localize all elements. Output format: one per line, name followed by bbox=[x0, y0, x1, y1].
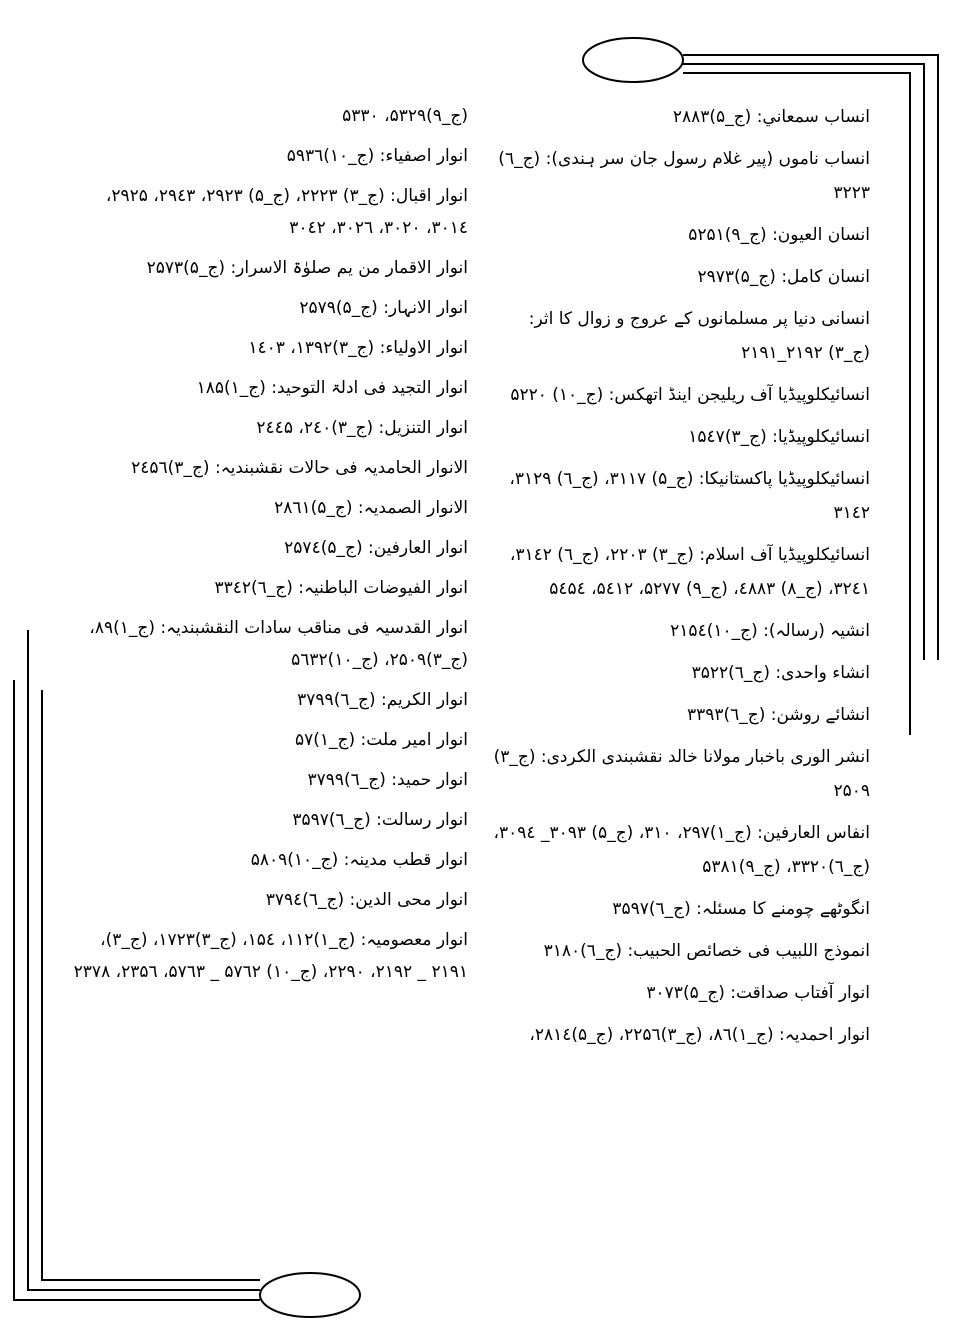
bottom-oval bbox=[260, 1273, 360, 1317]
left-column bbox=[60, 100, 468, 996]
index-entry: انوار اصفیاء: (ج_١٠)۵٩٣٦ bbox=[286, 146, 468, 166]
index-entry: انشر الوری باخبار مولانا خالد نقشبندی الکردی: (ج_٣) ٢۵٠٩ bbox=[493, 747, 870, 801]
index-entry: انوار الکریم: (ج_٦)٣٧٩٩ bbox=[297, 690, 468, 710]
index-entry: انوار التجید فی ادلۃ التوحید: (ج_١)١٨۵ bbox=[196, 378, 468, 398]
index-entry: انشیہ (رسالہ): (ج_١٠)٢١۵٤ bbox=[670, 621, 870, 641]
index-entry: انوار امیر ملت: (ج_١)۵٧ bbox=[294, 730, 468, 750]
top-oval bbox=[583, 38, 683, 82]
index-entry: انساب سمعاني: (ج_۵)٢٨٨٣ bbox=[672, 107, 870, 127]
index-entry: انشائے روشن: (ج_٦)٣٣٩٣ bbox=[686, 705, 870, 725]
index-entry: (ج_۹)۵٣٢٩، ۵٣٣٠ bbox=[342, 106, 468, 126]
index-entry: انوار الاولیاء: (ج_٣)١٣٩٢، ١٤٠٣ bbox=[248, 338, 468, 358]
index-entry: انوار محی الدین: (ج_٦)٣٧٩٤ bbox=[265, 890, 468, 910]
index-entry: انوار معصومیہ: (ج_١)١١٢، ١۵٤، (ج_٣)١٧٢٣، (ج_٣)، ٢١٩١ _ ٢١٩٢، ٢٢٩٠، (ج_١٠) ۵٧٦٢ _ ۵٧٦٣، ٢٣۵٦، ٢٣٧٨ bbox=[73, 930, 468, 982]
index-entry: انوار العارفین: (ج_۵)٢۵٧٤ bbox=[284, 538, 468, 558]
index-entry: انوار القدسیہ فی مناقب سادات النقشبندیہ: (ج_١)٨٩، (ج_٣)٢۵٠٩، (ج_١٠)۵٦٣٢ bbox=[89, 618, 468, 670]
index-entry: انسائیکلوپیڈیا آف اسلام: (ج_٣) ٢٢٠٣، (ج_٦) ٣١٤٢، ٣٢٤١، (ج_٨) ٤٨٨٣، (ج_۹) ۵٢٧٧، ۵٤١٢، ۵٤۵٤ bbox=[509, 545, 870, 599]
index-entry: انوار اقبال: (ج_٣) ٢٢٢٣، (ج_۵) ٢٩٢٣، ٢٩٤٣، ٢٩٢۵، ٣٠١٤، ٣٠٢٠، ٣٠٢٦، ٣٠٤٢ bbox=[105, 186, 468, 238]
index-entry: انسانی دنیا پر مسلمانوں کے عروج و زوال کا اثر: (ج_٣) ٢١٩٢_٢١٩١ bbox=[528, 309, 870, 363]
index-entry: انوار الاقمار من یم صلوٰۃ الاسرار: (ج_۵)٢۵٧٣ bbox=[146, 258, 468, 278]
index-entry: انوار رسالت: (ج_٦)٣۵٩٧ bbox=[292, 810, 468, 830]
index-entry: انوار الفیوضات الباطنیہ: (ج_٦)٣٣٤٢ bbox=[214, 578, 468, 598]
index-entry: انسان کامل: (ج_۵)٢٩٧٣ bbox=[697, 267, 870, 287]
index-entry: انوار التنزیل: (ج_٣)٢٤٠، ٢٤٤۵ bbox=[256, 418, 468, 438]
index-entry: انشاء واحدی: (ج_٦)٣۵٢٢ bbox=[691, 663, 870, 683]
index-entry: انسائیکلوپیڈیا: (ج_٣)١۵٤٧ bbox=[688, 427, 870, 447]
index-entry: انفاس العارفین: (ج_١)٢٩٧، ٣١٠، (ج_۵) ٣٠٩٣_ ٣٠٩٤، (ج_٦)٣٣٢٠، (ج_۹)۵٣٨١ bbox=[493, 823, 870, 877]
index-entry: انگوٹھے چومنے کا مسئلہ: (ج_٦)٣۵٩٧ bbox=[612, 899, 870, 919]
index-entry: انوار حمید: (ج_٦)٣٧٩٩ bbox=[307, 770, 468, 790]
index-entry: الانوار الحامدیہ فی حالات نقشبندیہ: (ج_٣)٢٤۵٦ bbox=[131, 458, 468, 478]
index-entry: انوار الانہار: (ج_۵)٢۵٧٩ bbox=[299, 298, 468, 318]
index-entry: انوار قطب مدینہ: (ج_١٠)۵٨٠٩ bbox=[250, 850, 468, 870]
index-entry: الانوار الصمدیہ: (ج_۵)٢٨٦١ bbox=[274, 498, 468, 518]
index-entry: انسائیکلوپیڈیا پاکستانیکا: (ج_۵) ٣١١٧، (ج_٦) ٣١٢٩، ٣١٤٢ bbox=[509, 469, 870, 523]
right-column bbox=[485, 100, 870, 1060]
index-entry: انوار احمدیہ: (ج_١)٨٦، (ج_٣)٢٢۵٦، (ج_۵)٢٨١٤، bbox=[529, 1025, 870, 1045]
index-entry: انسان العیون: (ج_۹)۵٢۵١ bbox=[688, 225, 870, 245]
index-entry: انساب ناموں (پیر غلام رسول جان سر ہندی): (ج_٦) ٣٢٢٣ bbox=[498, 149, 870, 203]
index-entry: انسائیکلوپیڈیا آف ریلیجن اینڈ اتھکس: (ج_١٠) ۵٢٢٠ bbox=[510, 385, 870, 405]
index-entry: انوار آفتاب صداقت: (ج_۵)٣٠٧٣ bbox=[646, 983, 870, 1003]
index-entry: انموذج اللبیب فی خصائص الحبیب: (ج_٦)٣١٨٠ bbox=[543, 941, 870, 961]
